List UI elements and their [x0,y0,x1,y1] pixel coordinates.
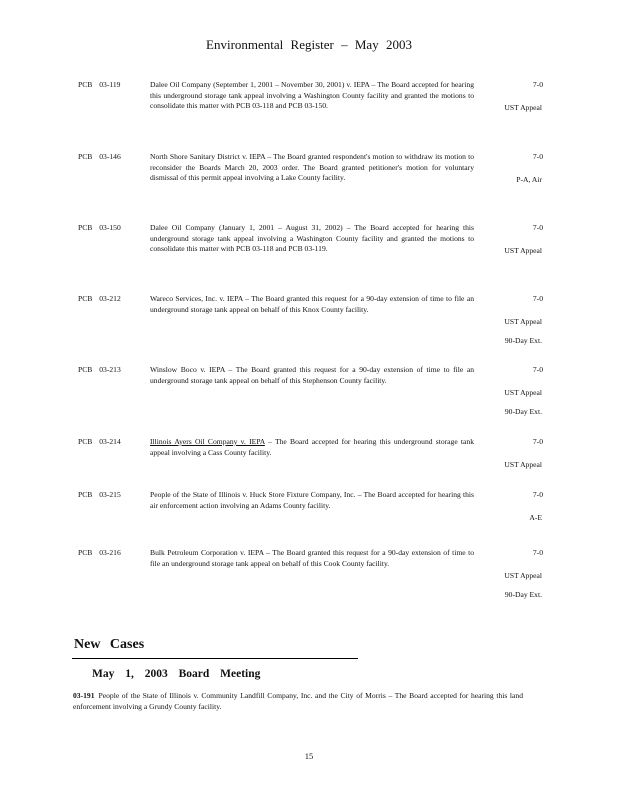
case-type: 90-Day Ext. [504,336,542,345]
new-case-description: People of the State of Illinois v. Community Landfill Company, Inc. and the City of Morris – The Board accepted for hearing this land enforcement involving a Grundy County facility. [73,691,523,711]
case-number: PCB 03-150 [78,223,121,232]
case-description [150,437,474,458]
page-number: 15 [304,751,314,761]
section-title: New Cases [74,637,145,652]
case-type: 90-Day Ext. [504,590,542,599]
case-number: PCB 03-146 [78,152,121,161]
case-description: Bulk Petroleum Corporation v. IEPA – The Board granted this request for a 90-day extension of time to file an underground storage tank appeal on behalf of this Cook County facility. [150,548,474,568]
case-description: Dalee Oil Company (September 1, 2001 – November 30, 2001) v. IEPA – The Board accepted for hearing this underground storage tank appeal involving a Washington County facility and granted the motions to consolidate this matter with PCB 03-118 and PCB 03-150. [150,80,474,111]
case-vote: 7-0 [532,223,543,232]
case-types [504,455,542,474]
case-vote: 7-0 [532,490,543,499]
case-type: UST Appeal [504,246,542,255]
case-number: PCB 03-215 [78,490,121,499]
case-type: UST Appeal [504,103,542,112]
case-number: PCB 03-212 [78,294,121,303]
case-type: UST Appeal [504,571,542,580]
case-types [516,170,542,189]
case-number: PCB 03-119 [78,80,121,89]
case-description: People of the State of Illinois v. Huck Store Fixture Company, Inc. – The Board accepted for hearing this air enforcement action involving an Adams County facility. [150,490,474,510]
section-divider [72,658,358,659]
meeting-title: May 1, 2003 Board Meeting [92,668,261,680]
case-number: PCB 03-216 [78,548,121,557]
case-description: North Shore Sanitary District v. IEPA – The Board granted respondent's motion to withdraw its motion to reconsider the Boards March 20, 2003 order. The Board granted petitioner's motion for voluntary dismissal of this permit appeal involving a Lake County facility. [150,152,474,183]
case-type: 90-Day Ext. [504,407,542,416]
case-types [504,241,542,260]
case-type: P-A, Air [516,175,542,184]
case-vote: 7-0 [532,152,543,161]
case-description: Winslow Boco v. IEPA – The Board granted this request for a 90-day extension of time to file an underground storage tank appeal on behalf of this Stephenson County facility. [150,365,474,385]
case-type: UST Appeal [504,317,542,326]
case-vote: 7-0 [532,548,543,557]
case-types [529,508,542,527]
case-vote: 7-0 [532,80,543,89]
case-type: UST Appeal [504,388,542,397]
case-type: UST Appeal [504,460,542,469]
case-type: A-E [529,513,542,522]
case-vote: 7-0 [532,437,543,446]
new-case-entry [73,690,523,712]
case-vote: 7-0 [532,294,543,303]
case-description-text: – The Board accepted for hearing this underground storage tank appeal involving a Cass County facility. [150,437,474,457]
case-description: Wareco Services, Inc. v. IEPA – The Board granted this request for a 90-day extension of time to file an underground storage tank appeal on behalf of this Knox County facility. [150,294,474,314]
case-types [504,566,542,604]
case-types [504,383,542,421]
case-types [504,98,542,117]
page-header: Environmental Register – May 2003 [206,37,412,52]
case-description: Dalee Oil Company (January 1, 2001 – August 31, 2002) – The Board accepted for hearing this underground storage tank appeal involving a Washington County facility and granted the motions to consolidate this matter with PCB 03-118 and PCB 03-119. [150,223,474,254]
case-title-link: Illinois Ayers Oil Company v. IEPA [150,437,265,446]
case-types [504,312,542,350]
new-case-number: 03-191 [73,691,95,700]
case-number: PCB 03-214 [78,437,121,446]
case-vote: 7-0 [532,365,543,374]
case-number: PCB 03-213 [78,365,121,374]
